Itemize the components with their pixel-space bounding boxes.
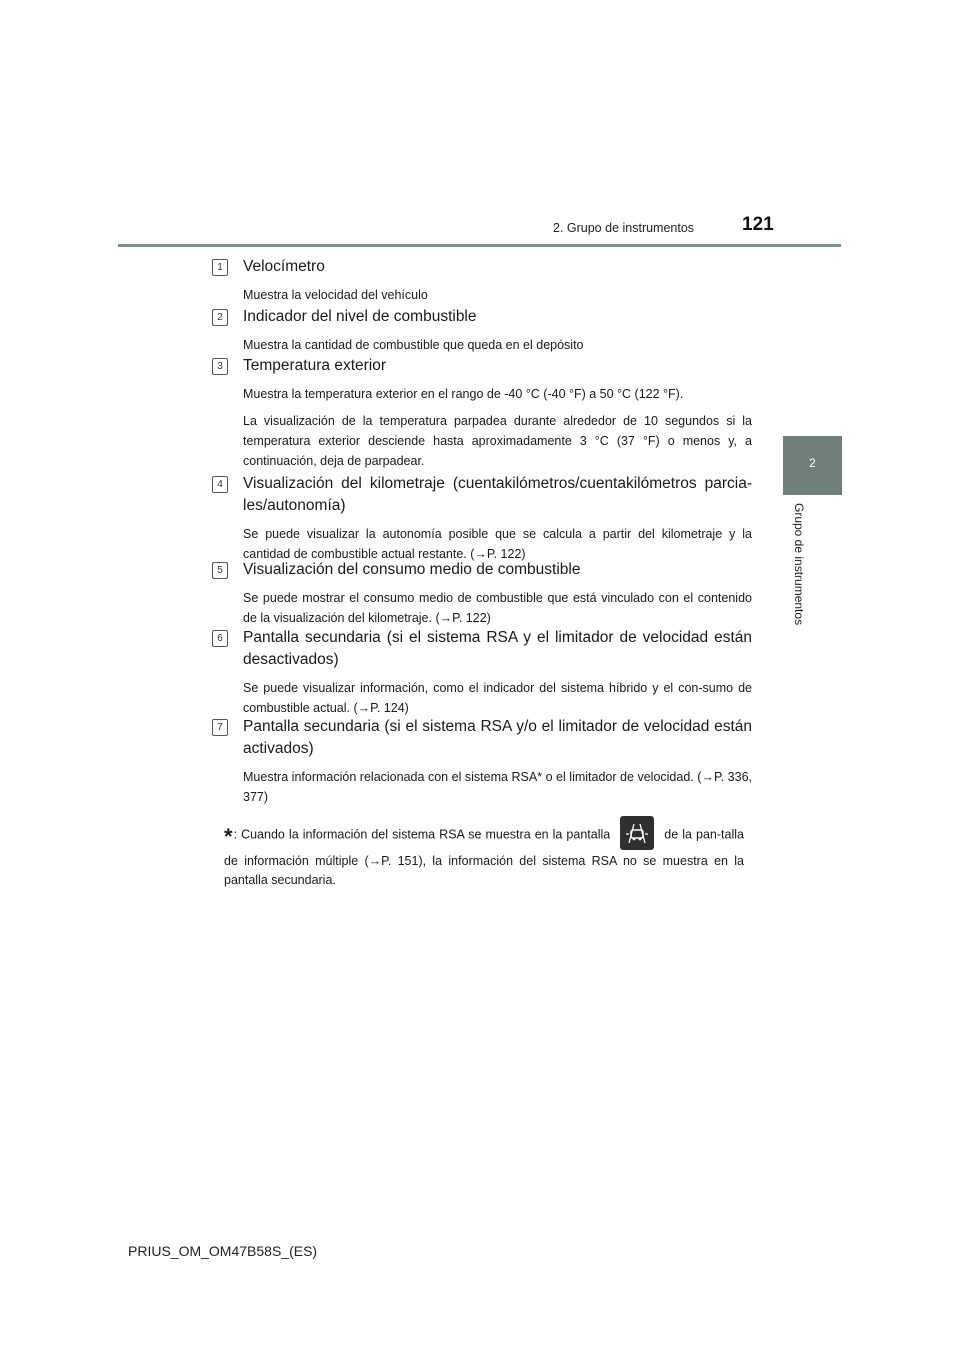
- item-title: [212, 716, 752, 760]
- item-number-badge: 2: [212, 309, 228, 326]
- item-description-paragraph: Se puede mostrar el consumo medio de combustible que está vinculado con el contenido de la visualización del kilometraje. (→P. 122): [243, 591, 752, 625]
- list-item: [212, 473, 752, 571]
- section-title: 2. Grupo de instrumentos: [553, 221, 695, 235]
- list-item: [212, 559, 752, 635]
- item-title-text: Indicador del nivel de combustible: [243, 308, 477, 325]
- item-title: [212, 473, 752, 517]
- item-title: [212, 306, 752, 328]
- item-description: [212, 285, 752, 305]
- footnote-text-after: de la pan-talla de información múltiple (→P. 151), la información del sistema RSA no se muestra en la pantalla secundaria.: [224, 827, 744, 887]
- footnote-text-before: : Cuando la información del sistema RSA se muestra en la pantalla: [233, 827, 611, 842]
- item-description: [212, 678, 752, 718]
- list-item: [212, 256, 752, 312]
- item-title-text: Temperatura exterior: [243, 357, 387, 374]
- document-code: PRIUS_OM_OM47B58S_(ES): [128, 1243, 318, 1259]
- chapter-tab-label: Grupo de instrumentos: [792, 503, 806, 626]
- item-description-paragraph: Muestra información relacionada con el sistema RSA* o el limitador de velocidad. (→P. 336, 377): [243, 770, 752, 804]
- item-number-badge: 6: [212, 630, 228, 647]
- chapter-tab-number: 2: [809, 456, 816, 470]
- item-description: [212, 384, 752, 471]
- item-title: [212, 559, 752, 581]
- item-title-text: Visualización del consumo medio de combustible: [243, 561, 581, 578]
- chapter-tab: [783, 436, 842, 495]
- item-number-badge: 3: [212, 358, 228, 375]
- item-description-paragraph: La visualización de la temperatura parpadea durante alrededor de 10 segundos si la temperatura exterior desciende hasta aproximadamente 3 °C (37 °F) o menos y, a continuación, deja de parpadear.: [243, 414, 752, 468]
- item-title: [212, 256, 752, 278]
- item-description-paragraph: Se puede visualizar información, como el indicador del sistema híbrido y el con-sumo de combustible actual. (→P. 124): [243, 681, 752, 715]
- list-item: [212, 355, 752, 478]
- item-title: [212, 355, 752, 377]
- header-divider: [118, 244, 841, 247]
- item-title-text: Velocímetro: [243, 258, 325, 275]
- list-item: [212, 716, 752, 814]
- item-number-badge: 7: [212, 719, 228, 736]
- list-item: [212, 627, 752, 725]
- item-description: [212, 524, 752, 564]
- item-number-badge: 4: [212, 476, 228, 493]
- item-title-text: Visualización del kilometraje (cuentakilómetros/cuentakilómetros parcia-les/autonomía): [243, 475, 752, 514]
- item-title-text: Pantalla secundaria (si el sistema RSA y el limitador de velocidad están desactivados): [243, 629, 752, 668]
- item-title: [212, 627, 752, 671]
- footnote-marker: *: [224, 824, 233, 850]
- page-number: 121: [742, 214, 774, 235]
- item-description-paragraph: Muestra la velocidad del vehículo: [243, 288, 428, 302]
- item-title-text: Pantalla secundaria (si el sistema RSA y/o el limitador de velocidad están activados): [243, 718, 752, 757]
- item-description-paragraph: Muestra la temperatura exterior en el rango de -40 °C (-40 °F) a 50 °C (122 °F).: [243, 387, 684, 401]
- item-description-paragraph: Muestra la cantidad de combustible que queda en el depósito: [243, 338, 584, 352]
- item-description: [212, 767, 752, 807]
- footnote: [224, 818, 744, 890]
- list-item: [212, 306, 752, 362]
- item-number-badge: 1: [212, 259, 228, 276]
- item-description: [212, 588, 752, 628]
- item-number-badge: 5: [212, 562, 228, 579]
- rsa-display-icon: [620, 816, 654, 850]
- item-description: [212, 335, 752, 355]
- item-description-paragraph: Se puede visualizar la autonomía posible que se calcula a partir del kilometraje y la cantidad de combustible actual restante. (→P. 122): [243, 527, 752, 561]
